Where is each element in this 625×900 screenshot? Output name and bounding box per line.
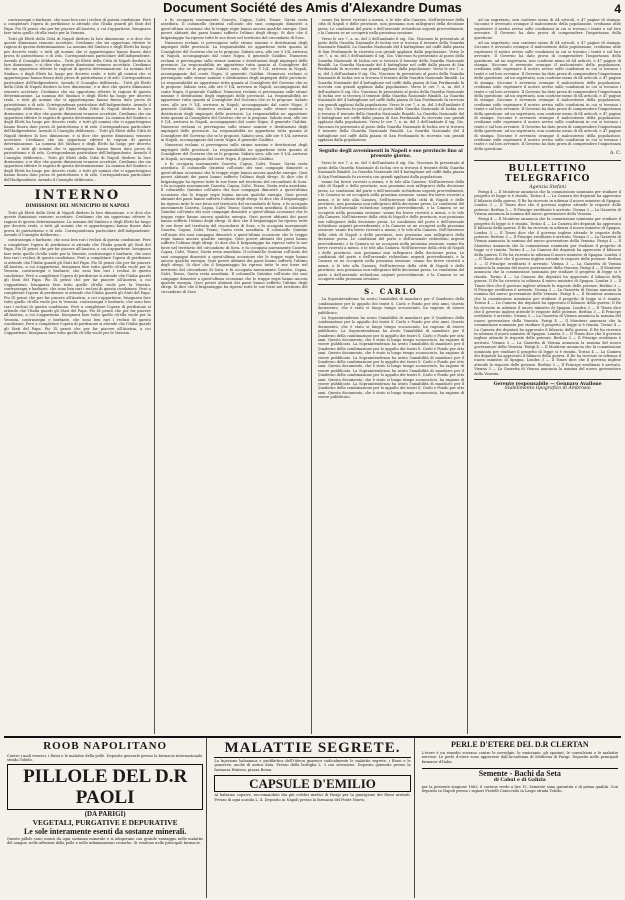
- ad-capsule-heading: CAPSULE D'EMILIO: [214, 775, 410, 792]
- ad-malattie: [211, 738, 414, 898]
- ad-perle-text: L'etere è un rimedio sovrano contro le nevralgie, le emicranie, gli spasimi, le convulsioni e le malattie nervose. Le perle d'etere sono approvate dall'Accademia di Medicina di Parigi. Deposito nelle principali farmacie d'Italia.: [421, 751, 618, 764]
- ad-pillole-tagline-2: Le sole interamente esenti da sostanze minerali.: [23, 826, 187, 836]
- column-3-body: vanno fra breve ricevuti a mensi, e le tele alla Camera. Nell'interesse della città di Napoli e delle provincie, non possiamo non rallegrarci della decisione presa. Le condizioni del porto e dell'arsenale richiedono urgenti provvedimenti, e la Camera se ne occuperà nella prossima sessione.: [317, 18, 465, 36]
- bulletin-title: BULLETTINO TELEGRAFICO: [504, 163, 591, 184]
- section-title-s-carlo: S. CARLO: [364, 287, 418, 297]
- divider: [318, 284, 465, 285]
- ad-roob-text: Contro i mali venerei, i flussi e le malattie della pelle. Deposito generale presso la farmacia internazionale, strada Toledo.: [7, 754, 204, 763]
- column-2-filler-2: e fu occupata nuovamente Caserta, Capua, Calvi, Teano; Gaeta resta assediata. Il colonnello Quintini coll'aiuto dei suoi compagni dimostrò a quest'ultima occasione che le truppe regie hanno ancora qualche energia. Quei poveri abitanti dei paesi hanno sofferto l'ultimo degli sfregi. Si dice che il brigantaggio ha ripreso tutte le sue forze nel territorio del circondario di Sora. e fu occupata nuovamente Caserta, Capua, Calvi, Teano; Gaeta resta assediata. Il colonnello Quintini coll'aiuto dei suoi compagni dimostrò a quest'ultima occasione che le truppe regie hanno ancora qualche energia. Quei poveri abitanti dei paesi hanno sofferto l'ultimo degli sfregi. Si dice che il brigantaggio ha ripreso tutte le sue forze nel territorio del circondario di Sora. e fu occupata nuovamente Caserta, Capua, Calvi, Teano; Gaeta resta assediata. Il colonnello Quintini coll'aiuto dei suoi compagni dimostrò a quest'ultima occasione che le truppe regie hanno ancora qualche energia. Quei poveri abitanti dei paesi hanno sofferto l'ultimo degli sfregi. Si dice che il brigantaggio ha ripreso tutte le sue forze nel territorio del circondario di Sora. e fu occupata nuovamente Caserta, Capua, Calvi, Teano; Gaeta resta assediata. Il colonnello Quintini coll'aiuto dei suoi compagni dimostrò a quest'ultima occasione che le truppe regie hanno ancora qualche energia. Quei poveri abitanti dei paesi hanno sofferto l'ultimo degli sfregi. Si dice che il brigantaggio ha ripreso tutte le sue forze nel territorio del circondario di Sora. e fu occupata nuovamente Caserta, Capua, Calvi, Teano; Gaeta resta assediata. Il colonnello Quintini coll'aiuto dei suoi compagni dimostrò a quest'ultima occasione che le truppe regie hanno ancora qualche energia. Quei poveri abitanti dei paesi hanno sofferto l'ultimo degli sfregi. Si dice che il brigantaggio ha ripreso tutte le sue forze nel territorio del circondario di Sora. e fu occupata nuovamente Caserta, Capua, Calvi, Teano; Gaeta resta assediata. Il colonnello Quintini coll'aiuto dei suoi compagni dimostrò a quest'ultima occasione che le truppe regie hanno ancora qualche energia. Quei poveri abitanti dei paesi hanno sofferto l'ultimo degli sfregi. Si dice che il brigantaggio ha ripreso tutte le sue forze nel territorio del circondario di Sora.: [160, 162, 308, 294]
- ad-pillole: [4, 738, 207, 898]
- ad-semente-subtitle: di Cabul e di Galizia: [493, 778, 546, 784]
- column-2-filler: Numerosi reclami ci pervengono sulle strane nomine e destituzioni degli impiegati delle provincie. La responsabilità ne appartiene tutta quanta al Consigliere del Governo che se le propone. Sabato sera, alle ore 9 1/4, arrivava in Napoli, accompagnato dal conte Nigra, il generale Cialdini. Numerosi reclami ci pervengono sulle strane nomine e destituzioni degli impiegati delle provincie. La responsabilità ne appartiene tutta quanta al Consigliere del Governo che se le propone. Sabato sera, alle ore 9 1/4, arrivava in Napoli, accompagnato dal conte Nigra, il generale Cialdini. Numerosi reclami ci pervengono sulle strane nomine e destituzioni degli impiegati delle provincie. La responsabilità ne appartiene tutta quanta al Consigliere del Governo che se le propone. Sabato sera, alle ore 9 1/4, arrivava in Napoli, accompagnato dal conte Nigra, il generale Cialdini. Numerosi reclami ci pervengono sulle strane nomine e destituzioni degli impiegati delle provincie. La responsabilità ne appartiene tutta quanta al Consigliere del Governo che se le propone. Sabato sera, alle ore 9 1/4, arrivava in Napoli, accompagnato dal conte Nigra, il generale Cialdini. Numerosi reclami ci pervengono sulle strane nomine e destituzioni degli impiegati delle provincie. La responsabilità ne appartiene tutta quanta al Consigliere del Governo che se le propone. Sabato sera, alle ore 9 1/4, arrivava in Napoli, accompagnato dal conte Nigra, il generale Cialdini. Numerosi reclami ci pervengono sulle strane nomine e destituzioni degli impiegati delle provincie. La responsabilità ne appartiene tutta quanta al Consigliere del Governo che se le propone. Sabato sera, alle ore 9 1/4, arrivava in Napoli, accompagnato dal conte Nigra, il generale Cialdini.: [160, 41, 308, 142]
- section-subtitle: DIMISSIONE DEL MUNICIPIO DI NAPOLI: [25, 204, 130, 210]
- bulletin-subtitle: Agenzia Stefani: [529, 184, 566, 190]
- ad-pillole-heading: PILLOLE DEL D.R PAOLI: [7, 764, 203, 810]
- column-1: [4, 18, 155, 734]
- ad-pillole-city: (DA PARIGI): [84, 809, 126, 818]
- ad-pillole-text: Queste pillole sono esenti da ogni sostanza minerale e si adoperano con grande vantaggio nelle malattie del sangue, nelle affezioni della pelle e nelle infiammazioni croniche. Si vendono nelle principali farmacie.: [7, 836, 204, 846]
- divider: [4, 185, 151, 186]
- column-3-body-3: La Sopraintendenza ha avuto l'amabilità di mandarci per il Quaderno della combinazione per lo appalto dei teatri S. Carlo e Fondo per otto anni. Questo documento, che è stato si lungo tempo sconosciuto, ha ragione di essere pubblicato.: [317, 297, 465, 315]
- editor-line: Gerente responsabile — Gennaro Avallone: [493, 382, 602, 388]
- banner-title: Document Société des Amis d'Alexandre Dumas: [163, 0, 462, 15]
- document-banner: [0, 0, 625, 16]
- ad-perle: [419, 738, 621, 898]
- column-1-filler: Tutti gli Eletti della Città di Napoli diedero la loro dimissione, e si dice che queste dimissioni vennero accettate. Crediamo che sia opportuno riferire le ragioni di questa determinazione. La nomina del Sindaco e degli Eletti ha luogo per decreto reale, e tutti gli uomini che vi appartengono hanno finora dato prova di patriottismo e di zelo. Corrispondenza particolare dell'Indipendente. Avendo il Consiglio deliberato... Tutti gli Eletti della Città di Napoli diedero la loro dimissione, e si dice che queste dimissioni vennero accettate. Crediamo che sia opportuno riferire le ragioni di questa determinazione. La nomina del Sindaco e degli Eletti ha luogo per decreto reale, e tutti gli uomini che vi appartengono hanno finora dato prova di patriottismo e di zelo. Corrispondenza particolare dell'Indipendente. Avendo il Consiglio deliberato... Tutti gli Eletti della Città di Napoli diedero la loro dimissione, e si dice che queste dimissioni vennero accettate. Crediamo che sia opportuno riferire le ragioni di questa determinazione. La nomina del Sindaco e degli Eletti ha luogo per decreto reale, e tutti gli uomini che vi appartengono hanno finora dato prova di patriottismo e di zelo. Corrispondenza particolare dell'Indipendente. Avendo il Consiglio deliberato... Tutti gli Eletti della Città di Napoli diedero la loro dimissione, e si dice che queste dimissioni vennero accettate. Crediamo che sia opportuno riferire le ragioni di questa determinazione. La nomina del Sindaco e degli Eletti ha luogo per decreto reale, e tutti gli uomini che vi appartengono hanno finora dato prova di patriottismo e di zelo. Corrispondenza particolare dell'Indipendente. Avendo il Consiglio deliberato... Tutti gli Eletti della Città di Napoli diedero la loro dimissione, e si dice che queste dimissioni vennero accettate. Crediamo che sia opportuno riferire le ragioni di questa determinazione. La nomina del Sindaco e degli Eletti ha luogo per decreto reale, e tutti gli uomini che vi appartengono hanno finora dato prova di patriottismo e di zelo. Corrispondenza particolare dell'Indipendente. Avendo il Consiglio deliberato... Tutti gli Eletti della Città di Napoli diedero la loro dimissione, e si dice che queste dimissioni vennero accettate. Crediamo che sia opportuno riferire le ragioni di questa determinazione. La nomina del Sindaco e degli Eletti ha luogo per decreto reale, e tutti gli uomini che vi appartengono hanno finora dato prova di patriottismo e di zelo. Corrispondenza particolare dell'Indipendente. Avendo il Consiglio deliberato...: [4, 36, 151, 182]
- printer-line: Stabilimento tipografico di Ambrosio: [504, 386, 591, 392]
- ad-perle-heading: PERLE D'ETERE DEL D.R CLERTAN: [451, 740, 589, 749]
- bulletin-body: Parigi 4 — Il Moniteur annuncia che la commissione nominata per studiare il progetto di legge si è riunita. Torino 4 — La Camera dei deputati ha approvato il bilancio della guerra. Il Re ha ricevuto in udienza il nuovo ministro di Spagna. Londra 3 — Il Times dice che il governo inglese attende le risposte delle potenze. Berlino 3 — Il Principe ereditario è arrivato. Vienna 3 — La Gazzetta di Vienna annuncia la nomina del nuovo governatore della Venezia.: [474, 190, 621, 217]
- advertisements: [4, 736, 621, 898]
- page-number: 4: [614, 2, 621, 16]
- divider: [474, 379, 621, 380]
- column-1-body: Tutti gli Eletti della Città di Napoli diedero la loro dimissione, e si dice che queste dimissioni vennero accettate. Crediamo che sia opportuno riferire le ragioni di questa determinazione. La nomina del Sindaco e degli Eletti ha luogo per decreto reale, e tutti gli uomini che vi appartengono hanno finora dato prova di patriottismo e di zelo. Corrispondenza particolare dell'Indipendente. Avendo il Consiglio deliberato...: [4, 211, 151, 238]
- newspaper-columns: [4, 18, 621, 734]
- column-2-body: e fu occupata nuovamente Caserta, Capua, Calvi, Teano; Gaeta resta assediata. Il colonnello Quintini coll'aiuto dei suoi compagni dimostrò a quest'ultima occasione che le truppe regie hanno ancora qualche energia. Quei poveri abitanti dei paesi hanno sofferto l'ultimo degli sfregi. Si dice che il brigantaggio ha ripreso tutte le sue forze nel territorio del circondario di Sora.: [160, 18, 308, 40]
- ad-capsule-text: Al balsamo copaive, raccomandate dai più celebri medici di Parigi per la guarigione dei flussi uretrali. Prezzo di ogni scatola L. 4. Deposito in Napoli presso la farmacia del Ponte Nuovo.: [214, 793, 411, 802]
- ad-roob-heading: ROOB NAPOLITANO: [43, 740, 168, 752]
- divider: [474, 160, 621, 161]
- section-title-interno: INTERNO: [34, 188, 121, 204]
- column-2: [161, 18, 312, 734]
- column-4: [474, 18, 621, 734]
- column-3-filler-3: La Sopraintendenza ha avuto l'amabilità di mandarci per il Quaderno della combinazione per lo appalto dei teatri S. Carlo e Fondo per otto anni. Questo documento, che è stato si lungo tempo sconosciuto, ha ragione di essere pubblicato. La Sopraintendenza ha avuto l'amabilità di mandarci per il Quaderno della combinazione per lo appalto dei teatri S. Carlo e Fondo per otto anni. Questo documento, che è stato si lungo tempo sconosciuto, ha ragione di essere pubblicato. La Sopraintendenza ha avuto l'amabilità di mandarci per il Quaderno della combinazione per lo appalto dei teatri S. Carlo e Fondo per otto anni. Questo documento, che è stato si lungo tempo sconosciuto, ha ragione di essere pubblicato. La Sopraintendenza ha avuto l'amabilità di mandarci per il Quaderno della combinazione per lo appalto dei teatri S. Carlo e Fondo per otto anni. Questo documento, che è stato si lungo tempo sconosciuto, ha ragione di essere pubblicato. La Sopraintendenza ha avuto l'amabilità di mandarci per il Quaderno della combinazione per lo appalto dei teatri S. Carlo e Fondo per otto anni. Questo documento, che è stato si lungo tempo sconosciuto, ha ragione di essere pubblicato. La Sopraintendenza ha avuto l'amabilità di mandarci per il Quaderno della combinazione per lo appalto dei teatri S. Carlo e Fondo per otto anni. Questo documento, che è stato si lungo tempo sconosciuto, ha ragione di essere pubblicato.: [317, 315, 465, 400]
- section-title-events: Seguito degli avvenimenti in Napoli e sue provincie fino al presente giorno.: [318, 149, 463, 160]
- ad-semente-text: per la presente stagione 1863, il cartone verde a lire 15. Semente sana garantita e di prima qualità. Con deposito in Napoli presso i signori Fratelli Caracciolo in Largo strada Toledo.: [421, 784, 618, 794]
- ad-semente-heading: Semente - Bachi da Seta: [422, 768, 618, 779]
- column-3: [318, 18, 469, 734]
- ad-pillole-tagline: VEGETALI, PURGATIVE E DEPURATIVE: [32, 817, 178, 827]
- column-4-body: ad un segretario, non contiene meno di 64 articoli, e 47 pagine di stampa. Siccome è avvenuto ovunque il malcontento della popolazione, crediamo utile esprimere il nostro avviso sulle condizioni in cui si trovano i teatri e sul loro avvenire. Il Governo ha dato prova di comprendere l'importanza della questione.: [474, 18, 621, 40]
- column-1-intro: contrassegni e barbarie, che sono ben rari i reclusi di questa condizione. Però a completare l'opera di perdizione si attende che l'Italia guardi gli Stati del Papa. Pio IX pensò che per far piacere all'Austria, a cui s'appartiene, bisognava fare tutto quello ch'ella vuole per la Venezia.: [4, 18, 151, 36]
- divider: [318, 145, 465, 146]
- ad-malattie-text: La Injezione balsamica e profilattica dell'Odeon guarisce radicalmente le malattie segrete, i flussi e le gonorree, anche di antica data. Prezzo della bottiglia L. 3 con istruzione. Deposito generale presso la farmacia Hinteza, piazza Borsa.: [214, 759, 411, 772]
- column-1-filler-2: contrassegni e barbarie, che sono ben rari i reclusi di questa condizione. Però a completare l'opera di perdizione si attende che l'Italia guardi gli Stati del Papa. Pio IX pensò che per far piacere all'Austria, a cui s'appartiene, bisognava fare tutto quello ch'ella vuole per la Venezia. contrassegni e barbarie, che sono ben rari i reclusi di questa condizione. Però a completare l'opera di perdizione si attende che l'Italia guardi gli Stati del Papa. Pio IX pensò che per far piacere all'Austria, a cui s'appartiene, bisognava fare tutto quello ch'ella vuole per la Venezia. contrassegni e barbarie, che sono ben rari i reclusi di questa condizione. Però a completare l'opera di perdizione si attende che l'Italia guardi gli Stati del Papa. Pio IX pensò che per far piacere all'Austria, a cui s'appartiene, bisognava fare tutto quello ch'ella vuole per la Venezia. contrassegni e barbarie, che sono ben rari i reclusi di questa condizione. Però a completare l'opera di perdizione si attende che l'Italia guardi gli Stati del Papa. Pio IX pensò che per far piacere all'Austria, a cui s'appartiene, bisognava fare tutto quello ch'ella vuole per la Venezia. contrassegni e barbarie, che sono ben rari i reclusi di questa condizione. Però a completare l'opera di perdizione si attende che l'Italia guardi gli Stati del Papa. Pio IX pensò che per far piacere all'Austria, a cui s'appartiene, bisognava fare tutto quello ch'ella vuole per la Venezia. contrassegni e barbarie, che sono ben rari i reclusi di questa condizione. Però a completare l'opera di perdizione si attende che l'Italia guardi gli Stati del Papa. Pio IX pensò che per far piacere all'Austria, a cui s'appartiene, bisognava fare tutto quello ch'ella vuole per la Venezia.: [4, 238, 151, 335]
- column-2-body-2: Numerosi reclami ci pervengono sulle strane nomine e destituzioni degli impiegati delle provincie. La responsabilità ne appartiene tutta quanta al Consigliere del Governo che se le propone. Sabato sera, alle ore 9 1/4, arrivava in Napoli, accompagnato dal conte Nigra, il generale Cialdini.: [160, 143, 308, 161]
- ad-malattie-heading: MALATTIE SEGRETE.: [214, 740, 410, 758]
- column-3-filler-2: vanno fra breve ricevuti a mensi, e le tele alla Camera. Nell'interesse della città di Napoli e delle provincie, non possiamo non rallegrarci della decisione presa. Le condizioni del porto e dell'arsenale richiedono urgenti provvedimenti, e la Camera se ne occuperà nella prossima sessione. vanno fra breve ricevuti a mensi, e le tele alla Camera. Nell'interesse della città di Napoli e delle provincie, non possiamo non rallegrarci della decisione presa. Le condizioni del porto e dell'arsenale richiedono urgenti provvedimenti, e la Camera se ne occuperà nella prossima sessione. vanno fra breve ricevuti a mensi, e le tele alla Camera. Nell'interesse della città di Napoli e delle provincie, non possiamo non rallegrarci della decisione presa. Le condizioni del porto e dell'arsenale richiedono urgenti provvedimenti, e la Camera se ne occuperà nella prossima sessione. vanno fra breve ricevuti a mensi, e le tele alla Camera. Nell'interesse della città di Napoli e delle provincie, non possiamo non rallegrarci della decisione presa. Le condizioni del porto e dell'arsenale richiedono urgenti provvedimenti, e la Camera se ne occuperà nella prossima sessione. vanno fra breve ricevuti a mensi, e le tele alla Camera. Nell'interesse della città di Napoli e delle provincie, non possiamo non rallegrarci della decisione presa. Le condizioni del porto e dell'arsenale richiedono urgenti provvedimenti, e la Camera se ne occuperà nella prossima sessione. vanno fra breve ricevuti a mensi, e le tele alla Camera. Nell'interesse della città di Napoli e delle provincie, non possiamo non rallegrarci della decisione presa. Le condizioni del porto e dell'arsenale richiedono urgenti provvedimenti, e la Camera se ne occuperà nella prossima sessione.: [317, 180, 465, 281]
- column-3-filler: Verso le ore 7, a. m. del 3 dell'andante il sig. Gio. Vincenzo fu presentato al posto della Guardia Nazionale di Ischia ove si trovava il tenente della Guardia Nazionale Rinaldi. La Guardia Nazionale del 4 battaglione nel caffè dalla piazza di San Ferdinando fu ricevuta con grandi applausi dalla popolazione. Verso le ore 7, a. m. del 3 dell'andante il sig. Gio. Vincenzo fu presentato al posto della Guardia Nazionale di Ischia ove si trovava il tenente della Guardia Nazionale Rinaldi. La Guardia Nazionale del 4 battaglione nel caffè dalla piazza di San Ferdinando fu ricevuta con grandi applausi dalla popolazione. Verso le ore 7, a. m. del 3 dell'andante il sig. Gio. Vincenzo fu presentato al posto della Guardia Nazionale di Ischia ove si trovava il tenente della Guardia Nazionale Rinaldi. La Guardia Nazionale del 4 battaglione nel caffè dalla piazza di San Ferdinando fu ricevuta con grandi applausi dalla popolazione. Verso le ore 7, a. m. del 3 dell'andante il sig. Gio. Vincenzo fu presentato al posto della Guardia Nazionale di Ischia ove si trovava il tenente della Guardia Nazionale Rinaldi. La Guardia Nazionale del 4 battaglione nel caffè dalla piazza di San Ferdinando fu ricevuta con grandi applausi dalla popolazione. Verso le ore 7, a. m. del 3 dell'andante il sig. Gio. Vincenzo fu presentato al posto della Guardia Nazionale di Ischia ove si trovava il tenente della Guardia Nazionale Rinaldi. La Guardia Nazionale del 4 battaglione nel caffè dalla piazza di San Ferdinando fu ricevuta con grandi applausi dalla popolazione. Verso le ore 7, a. m. del 3 dell'andante il sig. Gio. Vincenzo fu presentato al posto della Guardia Nazionale di Ischia ove si trovava il tenente della Guardia Nazionale Rinaldi. La Guardia Nazionale del 4 battaglione nel caffè dalla piazza di San Ferdinando fu ricevuta con grandi applausi dalla popolazione.: [317, 36, 465, 142]
- article-signature: A. C.: [609, 151, 621, 157]
- column-4-filler: ad un segretario, non contiene meno di 64 articoli, e 47 pagine di stampa. Siccome è avvenuto ovunque il malcontento della popolazione, crediamo utile esprimere il nostro avviso sulle condizioni in cui si trovano i teatri e sul loro avvenire. Il Governo ha dato prova di comprendere l'importanza della questione. ad un segretario, non contiene meno di 64 articoli, e 47 pagine di stampa. Siccome è avvenuto ovunque il malcontento della popolazione, crediamo utile esprimere il nostro avviso sulle condizioni in cui si trovano i teatri e sul loro avvenire. Il Governo ha dato prova di comprendere l'importanza della questione. ad un segretario, non contiene meno di 64 articoli, e 47 pagine di stampa. Siccome è avvenuto ovunque il malcontento della popolazione, crediamo utile esprimere il nostro avviso sulle condizioni in cui si trovano i teatri e sul loro avvenire. Il Governo ha dato prova di comprendere l'importanza della questione. ad un segretario, non contiene meno di 64 articoli, e 47 pagine di stampa. Siccome è avvenuto ovunque il malcontento della popolazione, crediamo utile esprimere il nostro avviso sulle condizioni in cui si trovano i teatri e sul loro avvenire. Il Governo ha dato prova di comprendere l'importanza della questione. ad un segretario, non contiene meno di 64 articoli, e 47 pagine di stampa. Siccome è avvenuto ovunque il malcontento della popolazione, crediamo utile esprimere il nostro avviso sulle condizioni in cui si trovano i teatri e sul loro avvenire. Il Governo ha dato prova di comprendere l'importanza della questione. ad un segretario, non contiene meno di 64 articoli, e 47 pagine di stampa. Siccome è avvenuto ovunque il malcontento della popolazione, crediamo utile esprimere il nostro avviso sulle condizioni in cui si trovano i teatri e sul loro avvenire. Il Governo ha dato prova di comprendere l'importanza della questione.: [474, 41, 621, 151]
- column-4-filler-2: Parigi 4 — Il Moniteur annuncia che la commissione nominata per studiare il progetto di legge si è riunita. Torino 4 — La Camera dei deputati ha approvato il bilancio della guerra. Il Re ha ricevuto in udienza il nuovo ministro di Spagna. Londra 3 — Il Times dice che il governo inglese attende le risposte delle potenze. Berlino 3 — Il Principe ereditario è arrivato. Vienna 3 — La Gazzetta di Vienna annuncia la nomina del nuovo governatore della Venezia. Parigi 4 — Il Moniteur annuncia che la commissione nominata per studiare il progetto di legge si è riunita. Torino 4 — La Camera dei deputati ha approvato il bilancio della guerra. Il Re ha ricevuto in udienza il nuovo ministro di Spagna. Londra 3 — Il Times dice che il governo inglese attende le risposte delle potenze. Berlino 3 — Il Principe ereditario è arrivato. Vienna 3 — La Gazzetta di Vienna annuncia la nomina del nuovo governatore della Venezia. Parigi 4 — Il Moniteur annuncia che la commissione nominata per studiare il progetto di legge si è riunita. Torino 4 — La Camera dei deputati ha approvato il bilancio della guerra. Il Re ha ricevuto in udienza il nuovo ministro di Spagna. Londra 3 — Il Times dice che il governo inglese attende le risposte delle potenze. Berlino 3 — Il Principe ereditario è arrivato. Vienna 3 — La Gazzetta di Vienna annuncia la nomina del nuovo governatore della Venezia. Parigi 4 — Il Moniteur annuncia che la commissione nominata per studiare il progetto di legge si è riunita. Torino 4 — La Camera dei deputati ha approvato il bilancio della guerra. Il Re ha ricevuto in udienza il nuovo ministro di Spagna. Londra 3 — Il Times dice che il governo inglese attende le risposte delle potenze. Berlino 3 — Il Principe ereditario è arrivato. Vienna 3 — La Gazzetta di Vienna annuncia la nomina del nuovo governatore della Venezia. Parigi 4 — Il Moniteur annuncia che la commissione nominata per studiare il progetto di legge si è riunita. Torino 4 — La Camera dei deputati ha approvato il bilancio della guerra. Il Re ha ricevuto in udienza il nuovo ministro di Spagna. Londra 3 — Il Times dice che il governo inglese attende le risposte delle potenze. Berlino 3 — Il Principe ereditario è arrivato. Vienna 3 — La Gazzetta di Vienna annuncia la nomina del nuovo governatore della Venezia. Parigi 4 — Il Moniteur annuncia che la commissione nominata per studiare il progetto di legge si è riunita. Torino 4 — La Camera dei deputati ha approvato il bilancio della guerra. Il Re ha ricevuto in udienza il nuovo ministro di Spagna. Londra 3 — Il Times dice che il governo inglese attende le risposte delle potenze. Berlino 3 — Il Principe ereditario è arrivato. Vienna 3 — La Gazzetta di Vienna annuncia la nomina del nuovo governatore della Venezia.: [474, 217, 621, 376]
- column-3-body-2: Verso le ore 7, a. m. del 3 dell'andante il sig. Gio. Vincenzo fu presentato al posto della Guardia Nazionale di Ischia ove si trovava il tenente della Guardia Nazionale Rinaldi. La Guardia Nazionale del 4 battaglione nel caffè dalla piazza di San Ferdinando fu ricevuta con grandi applausi dalla popolazione.: [317, 161, 465, 179]
